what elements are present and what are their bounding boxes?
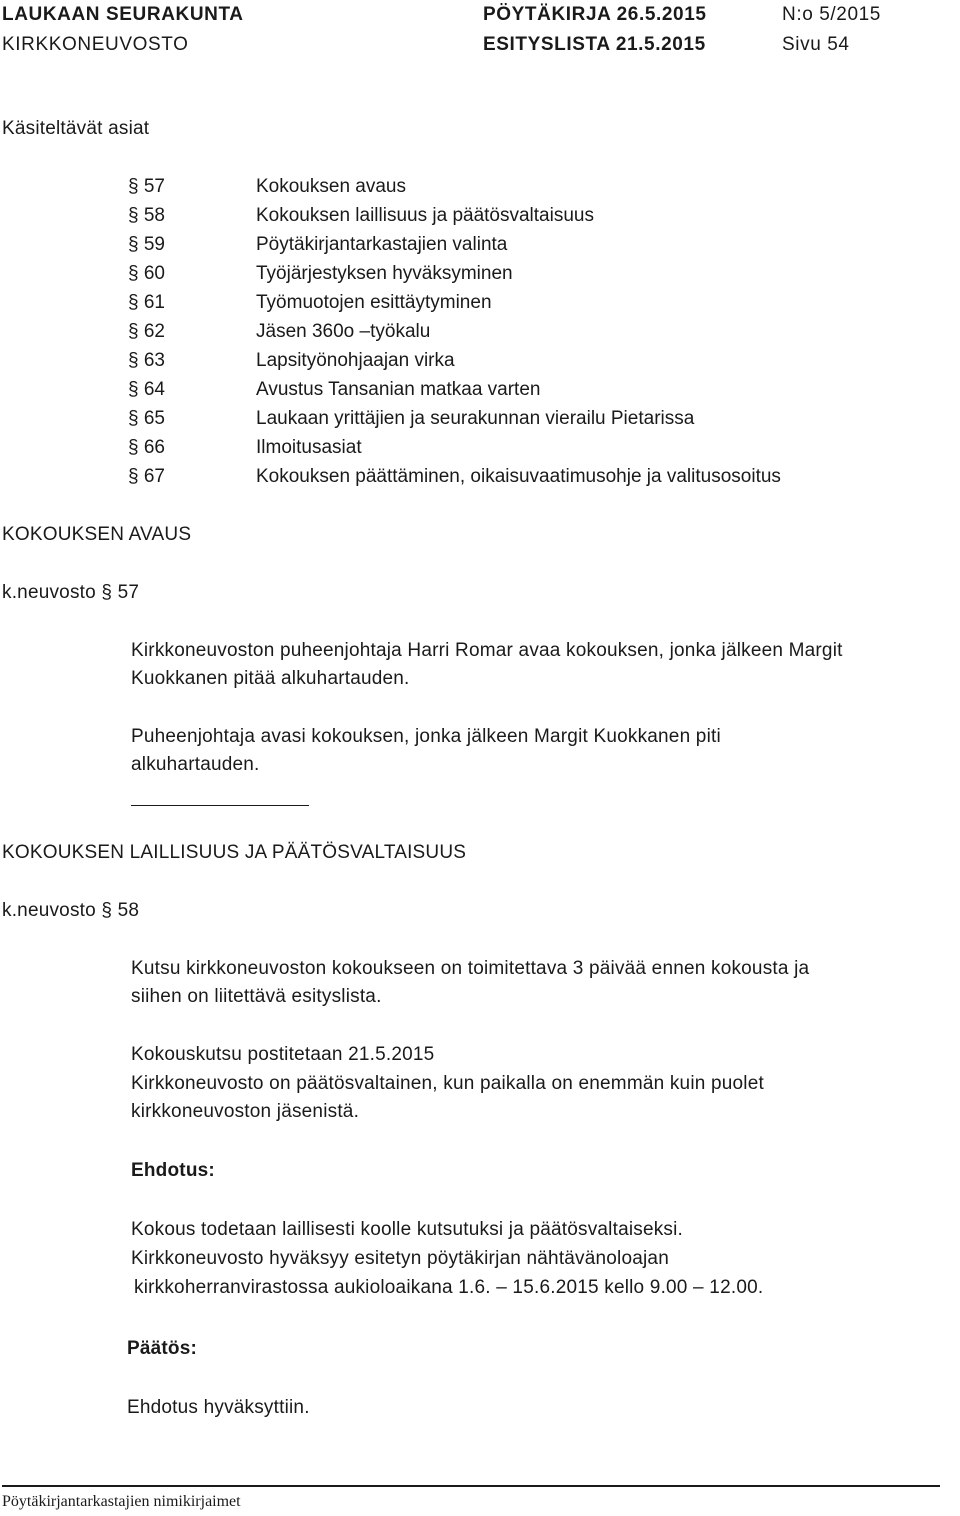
footer-text: Pöytäkirjantarkastajien nimikirjaimet [2,1493,241,1510]
agenda-section: § 63 [128,350,165,371]
agenda-title: Kokouksen laillisuus ja päätösvaltaisuus [256,205,594,226]
agenda-section: § 60 [128,263,165,284]
agenda-title: Avustus Tansanian matkaa varten [256,379,541,400]
decision-text: Ehdotus hyväksyttiin. [127,1397,310,1418]
agenda-section: § 57 [128,176,165,197]
agenda-section: § 59 [128,234,165,255]
agenda-section: § 61 [128,292,165,313]
body-text: kirkkoneuvoston jäsenistä. [131,1101,360,1122]
agenda-section: § 67 [128,466,165,487]
section-reference: k.neuvosto § 57 [2,582,140,603]
agenda-title: Jäsen 360o –työkalu [256,321,431,342]
section-heading: KOKOUKSEN LAILLISUUS JA PÄÄTÖSVALTAISUUS [2,842,467,863]
proposal-text: Kokous todetaan laillisesti koolle kutsutuksi ja päätösvaltaiseksi. [131,1219,684,1240]
agenda-title: Lapsityönohjaajan virka [256,350,455,371]
agenda-title: Työjärjestyksen hyväksyminen [256,263,513,284]
agenda-section: § 65 [128,408,165,429]
org-name: LAUKAAN SEURAKUNTA [2,4,244,25]
section-reference: k.neuvosto § 58 [2,900,140,921]
agenda-date: ESITYSLISTA 21.5.2015 [483,34,706,55]
body-text: siihen on liitettävä esityslista. [131,986,382,1007]
decision-text: Puheenjohtaja avasi kokouksen, jonka jälkeen Margit Kuokkanen piti [131,726,721,747]
items-heading: Käsiteltävät asiat [2,118,150,139]
proposal-text: kirkkoherranvirastossa aukioloaikana 1.6. – 15.6.2015 kello 9.00 – 12.00. [134,1277,764,1298]
agenda-title: Työmuotojen esittäytyminen [256,292,492,313]
page-number: Sivu 54 [782,34,850,55]
agenda-title: Kokouksen avaus [256,176,406,197]
proposal-label: Ehdotus: [131,1160,215,1181]
document-number: N:o 5/2015 [782,4,881,25]
minutes-date: PÖYTÄKIRJA 26.5.2015 [483,4,707,25]
agenda-section: § 58 [128,205,165,226]
section-divider [131,805,309,806]
decision-label: Päätös: [127,1338,198,1359]
agenda-title: Laukaan yrittäjien ja seurakunnan vierailu Pietarissa [256,408,695,429]
proposal-text: Kirkkoneuvoston puheenjohtaja Harri Romar avaa kokouksen, jonka jälkeen Margit [131,640,843,661]
agenda-title: Ilmoitusasiat [256,437,362,458]
body-name: KIRKKONEUVOSTO [2,34,189,55]
agenda-section: § 64 [128,379,165,400]
body-text: Kokouskutsu postitetaan 21.5.2015 [131,1044,435,1065]
body-text: Kutsu kirkkoneuvoston kokoukseen on toimitettava 3 päivää ennen kokousta ja [131,958,810,979]
decision-text: alkuhartauden. [131,754,260,775]
section-heading: KOKOUKSEN AVAUS [2,524,192,545]
proposal-text: Kirkkoneuvosto hyväksyy esitetyn pöytäkirjan nähtävänoloajan [131,1248,669,1269]
footer-divider [2,1485,940,1487]
body-text: Kirkkoneuvosto on päätösvaltainen, kun paikalla on enemmän kuin puolet [131,1073,764,1094]
agenda-section: § 62 [128,321,165,342]
agenda-title: Pöytäkirjantarkastajien valinta [256,234,508,255]
proposal-text: Kuokkanen pitää alkuhartauden. [131,668,410,689]
agenda-title: Kokouksen päättäminen, oikaisuvaatimusohje ja valitusosoitus [256,466,781,487]
agenda-section: § 66 [128,437,165,458]
